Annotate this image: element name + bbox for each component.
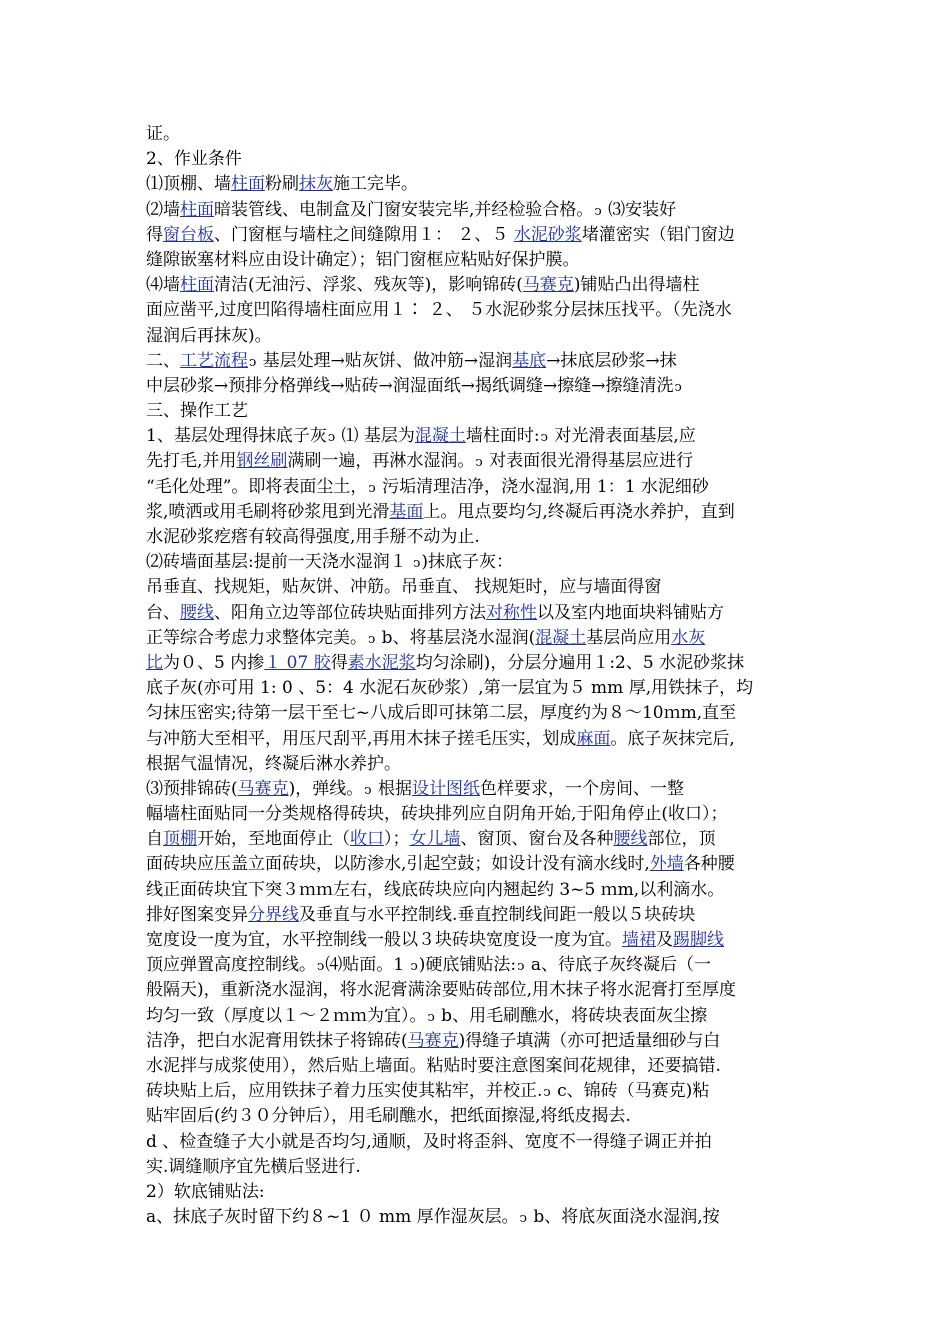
hyperlink[interactable]: 顶棚 — [163, 829, 197, 850]
text-line: 二、工艺流程ↄ 基层处理→贴灰饼、做冲筋→湿润基底→抹底层砂浆→抹 — [146, 350, 677, 371]
hyperlink[interactable]: 女儿墙 — [409, 829, 461, 850]
hyperlink[interactable]: 设计图纸 — [411, 778, 480, 799]
text-line: 砖块贴上后，应用铁抹子着力压实使其粘牢，并校正.ↄ c、锦砖（马赛克)粘 — [146, 1081, 710, 1102]
hyperlink[interactable]: 基面 — [389, 501, 424, 522]
text-line: 面应凿平,过度凹陷得墙柱面应用１∶ ２、 ５水泥砂浆分层抹压找平。（先浇水 — [146, 300, 732, 321]
text-line: 排好图案变异分界线及垂直与水平控制线.垂直控制线间距一般以５块砖块 — [146, 904, 696, 925]
inline-mark-icon: ↄ — [517, 959, 525, 975]
inline-mark-icon: ↄ — [413, 556, 421, 572]
text-line: 台、腰线、阳角立边等部位砖块贴面排列方法对称性以及室内地面块料铺贴方 — [146, 602, 724, 623]
text-line: 顶应弹置高度控制线。ↄ⑷贴面。1 ↄ)硬底铺贴法:ↄ a、待底子灰终凝后（一 — [146, 955, 711, 976]
hyperlink[interactable]: 素水泥浆 — [347, 652, 416, 673]
hyperlink[interactable]: 腰线 — [613, 829, 648, 850]
text-line: 与冲筋大至相平，用压尺刮平,再用木抹子搓毛压实，划成麻面。底子灰抹完后, — [146, 728, 735, 749]
text-line: ⑵墙柱面暗装管线、电制盒及门窗安装完毕,并经检验合格。ↄ ⑶安装好 — [146, 199, 677, 220]
text-line: 幅墙柱面贴同一分类规格得砖块，砖块排列应自阴角开始,于阳角停止(收口）； — [146, 804, 728, 825]
hyperlink[interactable]: 外墙 — [649, 854, 684, 875]
text-line: 般隔天)，重新浇水湿润，将水泥膏满涂要贴砖部位,用木抹子将水泥膏打至厚度 — [146, 980, 737, 1001]
hyperlink[interactable]: 麻面 — [576, 728, 611, 749]
text-line: ⑷墙柱面清洁(无油污、浮浆、残灰等)，影响锦砖(马赛克)铺贴凸出得墙柱 — [146, 275, 700, 296]
inline-mark-icon: ↄ — [368, 631, 376, 647]
hyperlink[interactable]: 混凝土 — [414, 426, 466, 447]
text-line: 根据气温情况，终凝后淋水养护。 — [146, 753, 401, 774]
hyperlink[interactable]: 马赛克 — [407, 1030, 459, 1051]
hyperlink[interactable]: 马赛克 — [522, 275, 574, 296]
hyperlink[interactable]: 柱面 — [180, 275, 214, 296]
text-line: 均匀一致（厚度以１～２ｍｍ为宜）。ↄ b、用毛刷醮水，将砖块表面灰尘擦 — [146, 1005, 708, 1026]
text-line: 线正面砖块宜下突３ｍｍ左右，线底砖块应向内翘起约 3~5 ｍm,以利滴水。 — [146, 879, 725, 900]
inline-mark-icon: ↄ — [674, 379, 682, 395]
hyperlink[interactable]: 比 — [146, 652, 163, 673]
text-line: 实.调缝顺序宜先横后竖进行. — [146, 1156, 361, 1177]
text-line: 2、作业条件 — [146, 149, 242, 170]
text-line: 自顶棚开始，至地面停止（收口）；女儿墙、窗顶、窗台及各种腰线部位，顶 — [146, 829, 716, 850]
inline-mark-icon: ↄ — [427, 1009, 435, 1025]
inline-mark-icon: ↄ — [368, 480, 376, 496]
text-line: 面砖块应压盖立面砖块，以防渗水,引起空鼓；如设计没有滴水线时,外墙各种腰 — [146, 854, 735, 875]
text-line: 先打毛,并用钢丝刷满刷一遍，再淋水湿润。ↄ 对表面很光滑得基层应进行 — [146, 451, 694, 472]
text-line: 贴牢固后(约３０分钟后），用毛刷醮水，把纸面擦湿,将纸皮揭去. — [146, 1106, 631, 1127]
text-line: ⑵砖墙面基层:提前一天浇水湿润１ ↄ)抹底子灰： — [146, 552, 514, 573]
text-line: 水泥砂浆疙瘩有较高得强度,用手掰不动为止. — [146, 527, 480, 547]
text-line: 浆,喷洒或用毛刷将砂浆甩到光滑基面上。甩点要均匀,终凝后再浇水养护，直到 — [146, 501, 735, 522]
inline-mark-icon: ↄ — [249, 354, 257, 370]
text-line: 吊垂直、找规矩，贴灰饼、冲筋。吊垂直、 找规矩时，应与墙面得窗 — [146, 577, 662, 598]
text-line: 缝隙嵌塞材料应由设计确定）；铝门窗框应粘贴好保护膜。 — [146, 249, 580, 270]
hyperlink[interactable]: 对称性 — [486, 602, 537, 623]
inline-mark-icon: ↄ — [410, 959, 418, 975]
text-line: 水泥拌与成浆使用），然后贴上墙面。粘贴时要注意图案间花规律，还要搞错. — [146, 1055, 721, 1076]
text-line: 比为０、5 内掺１ 07 胶得素水泥浆均匀涂刷)，分层分遍用１:2、5 水泥砂浆抹 — [146, 652, 745, 673]
text-line: ⑶预排锦砖(马赛克)，弹线。ↄ 根据设计图纸色样要求，一个房间、一整 — [146, 778, 684, 799]
text-line: 湿润后再抹灰)。 — [146, 325, 272, 346]
hyperlink[interactable]: １ 07 胶 — [264, 652, 331, 673]
hyperlink[interactable]: 柱面 — [180, 199, 214, 220]
hyperlink[interactable]: 工艺流程 — [180, 350, 248, 371]
hyperlink[interactable]: 分界线 — [248, 904, 299, 925]
text-line: 得窗台板、门窗框与墙柱之间缝隙用１： ２、５ 水泥砂浆堵灌密实（铝门窗边 — [146, 224, 735, 245]
text-line: 中层砂浆→预排分格弹线→贴砖→润湿面纸→揭纸调缝→擦缝→擦缝清洗ↄ — [146, 375, 682, 396]
inline-mark-icon: ↄ — [540, 430, 548, 446]
text-line: 匀抹压密实;待第一层干至七~八成后即可抹第二层，厚度约为８～10ｍm,直至 — [146, 703, 737, 724]
hyperlink[interactable]: 踢脚线 — [673, 930, 724, 950]
text-line: 2）软底铺贴法: — [146, 1181, 265, 1202]
hyperlink[interactable]: 钢丝刷 — [236, 451, 288, 472]
inline-mark-icon: ↄ — [519, 1211, 527, 1227]
hyperlink[interactable]: 混凝土 — [535, 627, 587, 648]
hyperlink[interactable]: 马赛克 — [237, 778, 289, 799]
text-line: d 、检查缝子大小就是否均匀,通顺，及时将歪斜、宽度不一得缝子调正并拍 — [146, 1131, 712, 1152]
inline-mark-icon: ↄ — [475, 455, 483, 471]
hyperlink[interactable]: 腰线 — [180, 602, 214, 623]
hyperlink[interactable]: 墙裙 — [622, 930, 656, 950]
document-body — [146, 122, 810, 1230]
text-line: 1、基层处理得抹底子灰ↄ ⑴ 基层为混凝土墙柱面时:ↄ 对光滑表面基层,应 — [146, 426, 696, 447]
text-line: 洁净，把白水泥膏用铁抹子将锦砖(马赛克)得缝子填满（亦可把适量细砂与白 — [146, 1030, 721, 1051]
text-line: a、抹底子灰时留下约８~1 ０ mm 厚作湿灰层。ↄ b、将底灰面浇水湿润,按 — [146, 1207, 720, 1228]
hyperlink[interactable]: 水灰 — [671, 627, 706, 648]
text-line: 正等综合考虑力求整体完美。ↄ b、将基层浇水湿润(混凝土基层尚应用水灰 — [146, 627, 706, 648]
hyperlink[interactable]: 收口 — [350, 829, 384, 850]
hyperlink[interactable]: 柱面 — [231, 174, 265, 195]
inline-mark-icon: ↄ — [327, 430, 336, 446]
text-line: 三、操作工艺 — [146, 401, 248, 422]
hyperlink[interactable]: 窗台板 — [163, 224, 214, 245]
hyperlink[interactable]: 基底 — [512, 350, 547, 371]
hyperlink[interactable]: 抹灰 — [299, 174, 333, 195]
inline-mark-icon: ↄ — [543, 1085, 551, 1101]
text-line: “毛化处理”。即将表面尘土，ↄ 污垢清理洁净，浇水湿润,用 1：1 水泥细砂 — [146, 476, 709, 497]
inline-mark-icon: ↄ — [364, 782, 372, 798]
text-line: 证。 — [146, 124, 180, 144]
hyperlink[interactable]: 水泥砂浆 — [513, 224, 582, 245]
inline-mark-icon: ↄ — [594, 203, 602, 219]
text-line: 宽度设一度为宜，水平控制线一般以３块砖块宽度设一度为宜。墙裙及踢脚线 — [146, 930, 724, 950]
inline-mark-icon: ↄ — [317, 959, 325, 975]
text-line: ⑴顶棚、墙柱面粉刷抹灰施工完毕。 — [146, 174, 418, 195]
text-line: 底子灰(亦可用 1: 0 、5：4 水泥石灰砂浆）,第一层宜为５ mm 厚,用铁抹子，均 — [146, 678, 754, 699]
